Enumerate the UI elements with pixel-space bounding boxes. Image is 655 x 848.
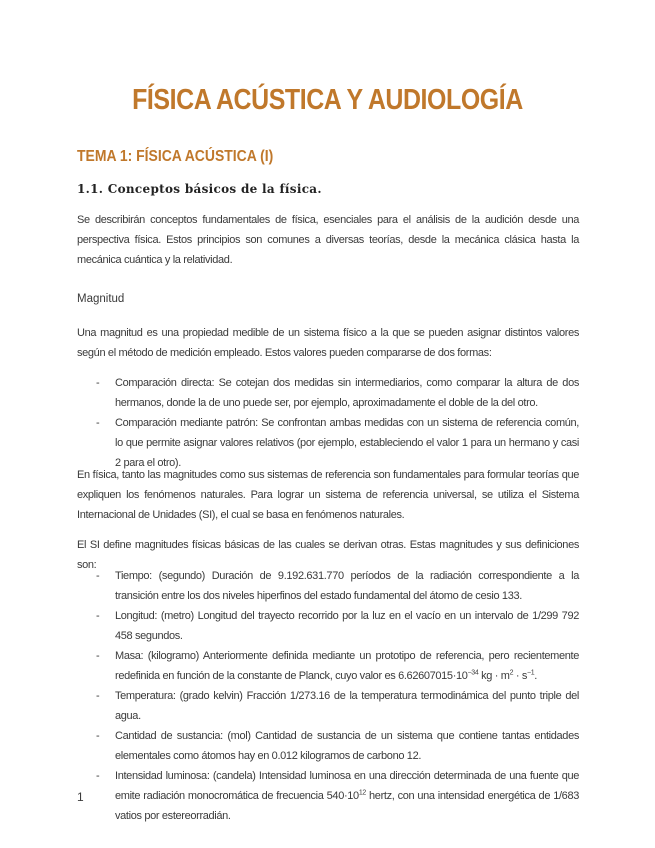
masa-exponent: −1 xyxy=(527,669,535,677)
intensidad-text: Intensidad luminosa: (candela) Intensidad luminosa en una dirección determinada de una fuente que emite radiación monocromática de frecuencia 540·10 xyxy=(115,770,579,802)
si-magnitudes-list xyxy=(77,566,579,826)
list-item xyxy=(77,646,579,686)
list-item-text: Temperatura: (grado kelvin) Fracción 1/273.16 de la temperatura termodinámica del punto triple del agua. xyxy=(115,690,579,722)
list-item-text xyxy=(115,650,579,682)
list-dash: - xyxy=(96,610,100,622)
list-item xyxy=(77,686,579,726)
list-dash: - xyxy=(96,770,100,782)
list-item-text: Tiempo: (segundo) Duración de 9.192.631.770 períodos de la radiación correspondiente a la transición entre los dos niveles hiperfinos del estado fundamental del átomo de cesio 133. xyxy=(115,570,579,602)
subsection-heading: 1.1. Conceptos básicos de la física. xyxy=(77,182,322,196)
magnitud-definition: Una magnitud es una propiedad medible de un sistema físico a la que se pueden asignar distintos valores según el método de medición empleado. Estos valores pueden compararse de dos formas: xyxy=(77,327,579,359)
comparison-list xyxy=(77,373,579,473)
section-heading: TEMA 1: FÍSICA ACÚSTICA (I) xyxy=(77,148,274,165)
intensidad-end: hertz, con una intensidad energética de 1/683 vatios por estereorradián. xyxy=(115,790,579,822)
masa-text: Masa: (kilogramo) Anteriormente definida mediante un prototipo de referencia, pero recientemente redefinida en función de la constante de Planck, cuyo valor es 6.62607015·10 xyxy=(115,650,579,682)
masa-exponent: −34 xyxy=(467,669,479,677)
masa-units: · s xyxy=(513,670,527,682)
list-dash: - xyxy=(96,650,100,662)
page-number: 1 xyxy=(77,790,84,804)
list-item-text: Comparación directa: Se cotejan dos medidas sin intermediarios, como comparar la altura de dos hermanos, donde la de uno puede ser, por ejemplo, aproximadamente el doble de la del otro. xyxy=(115,377,579,409)
list-dash: - xyxy=(96,570,100,582)
intro-paragraph: Se describirán conceptos fundamentales de física, esenciales para el análisis de la audición desde una perspectiva física. Estos principios son comunes a diversas teorías, desde la mecánica clásica hasta la mecánica cuántica y la relatividad. xyxy=(77,214,579,266)
list-item xyxy=(77,606,579,646)
masa-units: kg · m xyxy=(478,670,510,682)
list-item-text: Longitud: (metro) Longitud del trayecto recorrido por la luz en el vacío en un intervalo de 1/299 792 458 segundos. xyxy=(115,610,579,642)
masa-exponent: 2 xyxy=(509,669,514,677)
list-item xyxy=(77,413,579,473)
list-item-text: Comparación mediante patrón: Se confrontan ambas medidas con un sistema de referencia común, lo que permite asignar valores relativos (por ejemplo, estableciendo el valor 1 para un hermano y casi 2 para el otro). xyxy=(115,417,579,469)
si-paragraph: En física, tanto las magnitudes como sus sistemas de referencia son fundamentales para formular teorías que expliquen los fenómenos naturales. Para lograr un sistema de referencia universal, se utiliza el Sistema Internacional de Unidades (SI), el cual se basa en fenómenos naturales. xyxy=(77,469,579,521)
list-dash: - xyxy=(96,690,100,702)
list-item-text: Cantidad de sustancia: (mol) Cantidad de sustancia de un sistema que contiene tantas entidades elementales como átomos hay en 0.012 kilogramos de carbono 12. xyxy=(115,730,579,762)
magnitud-label: Magnitud xyxy=(77,293,125,305)
document-title: FÍSICA ACÚSTICA Y AUDIOLOGÍA xyxy=(132,84,523,116)
si-intro: El SI define magnitudes físicas básicas de las cuales se derivan otras. Estas magnitudes y sus definiciones son: xyxy=(77,539,579,571)
list-dash: - xyxy=(96,377,100,389)
list-item xyxy=(77,726,579,766)
list-item xyxy=(77,766,579,826)
list-dash: - xyxy=(96,417,100,429)
intensidad-exponent: 12 xyxy=(358,789,366,797)
list-dash: - xyxy=(96,730,100,742)
list-item xyxy=(77,566,579,606)
list-item-text xyxy=(115,770,579,822)
list-item xyxy=(77,373,579,413)
masa-end: . xyxy=(534,670,537,682)
